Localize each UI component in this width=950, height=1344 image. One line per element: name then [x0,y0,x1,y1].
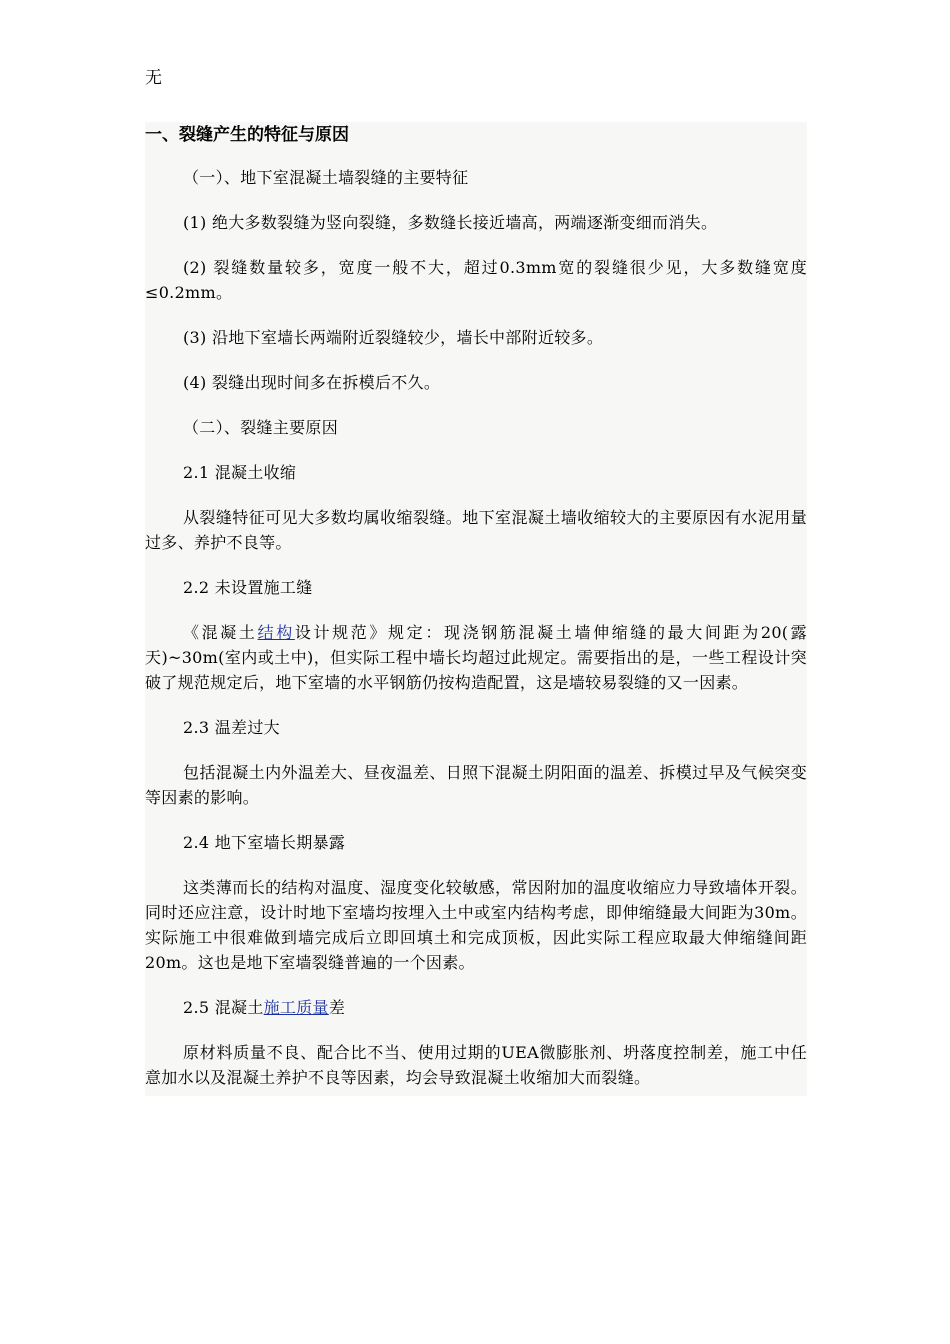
paragraph-2-3: 包括混凝土内外温差大、昼夜温差、日照下混凝土阴阳面的温差、拆模过早及气候突变等因素的影响。 [145,763,807,807]
heading-2-3: 2.3 温差过大 [183,718,280,737]
section-title: 一、裂缝产生的特征与原因 [145,125,349,145]
paragraph-2-4: 这类薄而长的结构对温度、湿度变化较敏感，常因附加的温度收缩应力导致墙体开裂。同时还应注意，设计时地下室墙均按埋入土中或室内结构考虑，即伸缩缝最大间距为30m。实际施工中很难做到墙完成后立即回填土和完成顶板，因此实际工程应取最大伸缩缝间距20m。这也是地下室墙裂缝普遍的一个因素。 [145,878,807,972]
paragraph-2-5: 原材料质量不良、配合比不当、使用过期的UEA微膨胀剂、坍落度控制差，施工中任意加水以及混凝土养护不良等因素，均会导致混凝土收缩加大而裂缝。 [145,1043,807,1087]
feature-item-4: (4) 裂缝出现时间多在拆模后不久。 [183,373,441,392]
heading-2-1: 2.1 混凝土收缩 [183,463,297,482]
heading-2-5 [145,995,807,1020]
paragraph-2-1: 从裂缝特征可见大多数均属收缩裂缝。地下室混凝土墙收缩较大的主要原因有水泥用量过多、养护不良等。 [145,508,807,552]
subsection-heading-causes: （二）、裂缝主要原因 [183,418,339,437]
feature-item-1: (1) 绝大多数裂缝为竖向裂缝，多数缝长接近墙高，两端逐渐变细而消失。 [183,213,718,232]
heading-2-4: 2.4 地下室墙长期暴露 [183,833,346,852]
article-content [145,122,807,1096]
top-note: 无 [145,68,162,88]
feature-item-2: (2) 裂缝数量较多，宽度一般不大，超过0.3mm宽的裂缝很少见，大多数缝宽度≤0.2mm。 [145,258,807,302]
heading-2-5-text-start: 2.5 混凝土 [183,998,264,1017]
subsection-heading-features: （一）、地下室混凝土墙裂缝的主要特征 [183,168,469,187]
link-structure[interactable]: 结构 [257,623,295,642]
heading-2-2: 2.2 未设置施工缝 [183,578,313,597]
feature-item-3: (3) 沿地下室墙长两端附近裂缝较少，墙长中部附近较多。 [183,328,604,347]
link-construction-quality[interactable]: 施工质量 [263,998,329,1017]
paragraph-2-2-text-end: 设计规范》规定：现浇钢筋混凝土墙伸缩缝的最大间距为20(露天)~30m(室内或土中)，但实际工程中墙长均超过此规定。需要指出的是，一些工程设计突破了规范规定后，地下室墙的水平钢筋仍按构造配置，这是墙较易裂缝的又一因素。 [145,623,807,692]
paragraph-2-2 [145,620,807,695]
paragraph-2-2-text-start: 《混凝土 [183,623,258,642]
heading-2-5-text-end: 差 [328,998,346,1017]
